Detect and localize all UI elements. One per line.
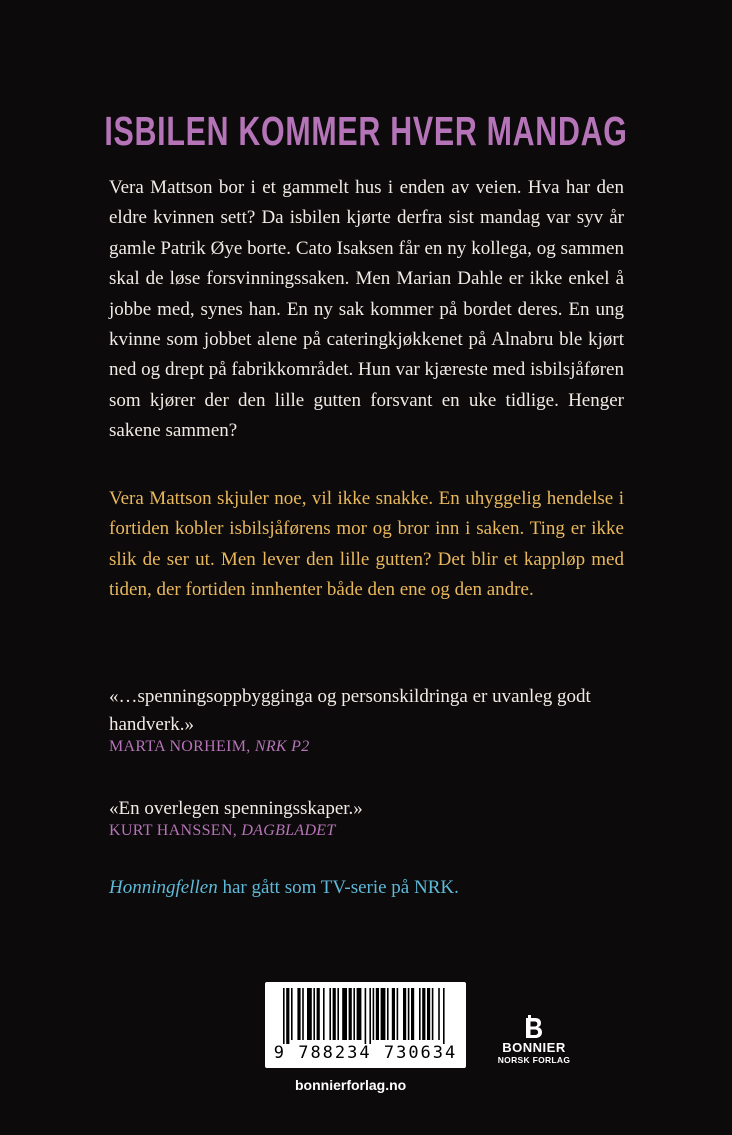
review-author-2: KURT HANSSEN, xyxy=(109,822,237,839)
blurb-paragraph-2: Vera Mattson skjuler noe, vil ikke snakke. En uhyggelig hendelse i fortiden kobler isbilsjåførens mor og bror inn i saken. Ting er ikke slik de ser ut. Men lever den lille gutten? Det blir et kappløp med tiden, der fortiden innhenter både den ene og den andre. xyxy=(109,488,624,601)
isbn-number: 9 788234 730634 xyxy=(273,1043,458,1063)
tv-series-note xyxy=(109,877,459,899)
review-quote-1: «…spenningsoppbygginga og personskildringa er uvanleg godt handverk.» xyxy=(109,686,591,735)
review-attribution-2 xyxy=(109,822,336,840)
publisher-website: bonnierforlag.no xyxy=(295,1077,407,1093)
publisher-logo xyxy=(488,1015,580,1065)
review-author-1: MARTA NORHEIM, xyxy=(109,738,251,755)
review-quote-2: «En overlegen spenningsskaper.» xyxy=(109,798,363,819)
review-source-1: NRK P2 xyxy=(254,738,310,755)
publisher-name: BONNIER xyxy=(502,1040,566,1055)
tv-series-text: har gått som TV-serie på NRK. xyxy=(217,877,459,898)
review-source-2: DAGBLADET xyxy=(241,822,336,839)
publisher-subtitle: NORSK FORLAG xyxy=(497,1055,571,1065)
review-attribution-1 xyxy=(109,738,310,756)
bonnier-b-icon xyxy=(522,1015,546,1041)
isbn-barcode xyxy=(265,982,466,1068)
tv-series-title: Honningfellen xyxy=(109,877,218,898)
blurb-paragraph-1: Vera Mattson bor i et gammelt hus i enden av veien. Hva har den eldre kvinnen sett? Da isbilen kjørte derfra sist mandag var syv år gamle Patrik Øye borte. Cato Isaksen får en ny kollega, og sammen skal de løse forsvinningssaken. Men Marian Dahle er ikke enkel å jobbe med, synes han. En ny sak kommer på bordet deres. En ung kvinne som jobbet alene på cateringkjøkkenet på Alnabru ble kjørt ned og drept på fabrikkområdet. Hun var kjæreste med isbilsjåføren som kjører der den lille gutten forsvant en uke tidlige. Henger sakene sammen? xyxy=(109,177,624,442)
book-title: ISBILEN KOMMER HVER MANDAG xyxy=(104,108,628,154)
barcode-icon xyxy=(265,982,466,1044)
